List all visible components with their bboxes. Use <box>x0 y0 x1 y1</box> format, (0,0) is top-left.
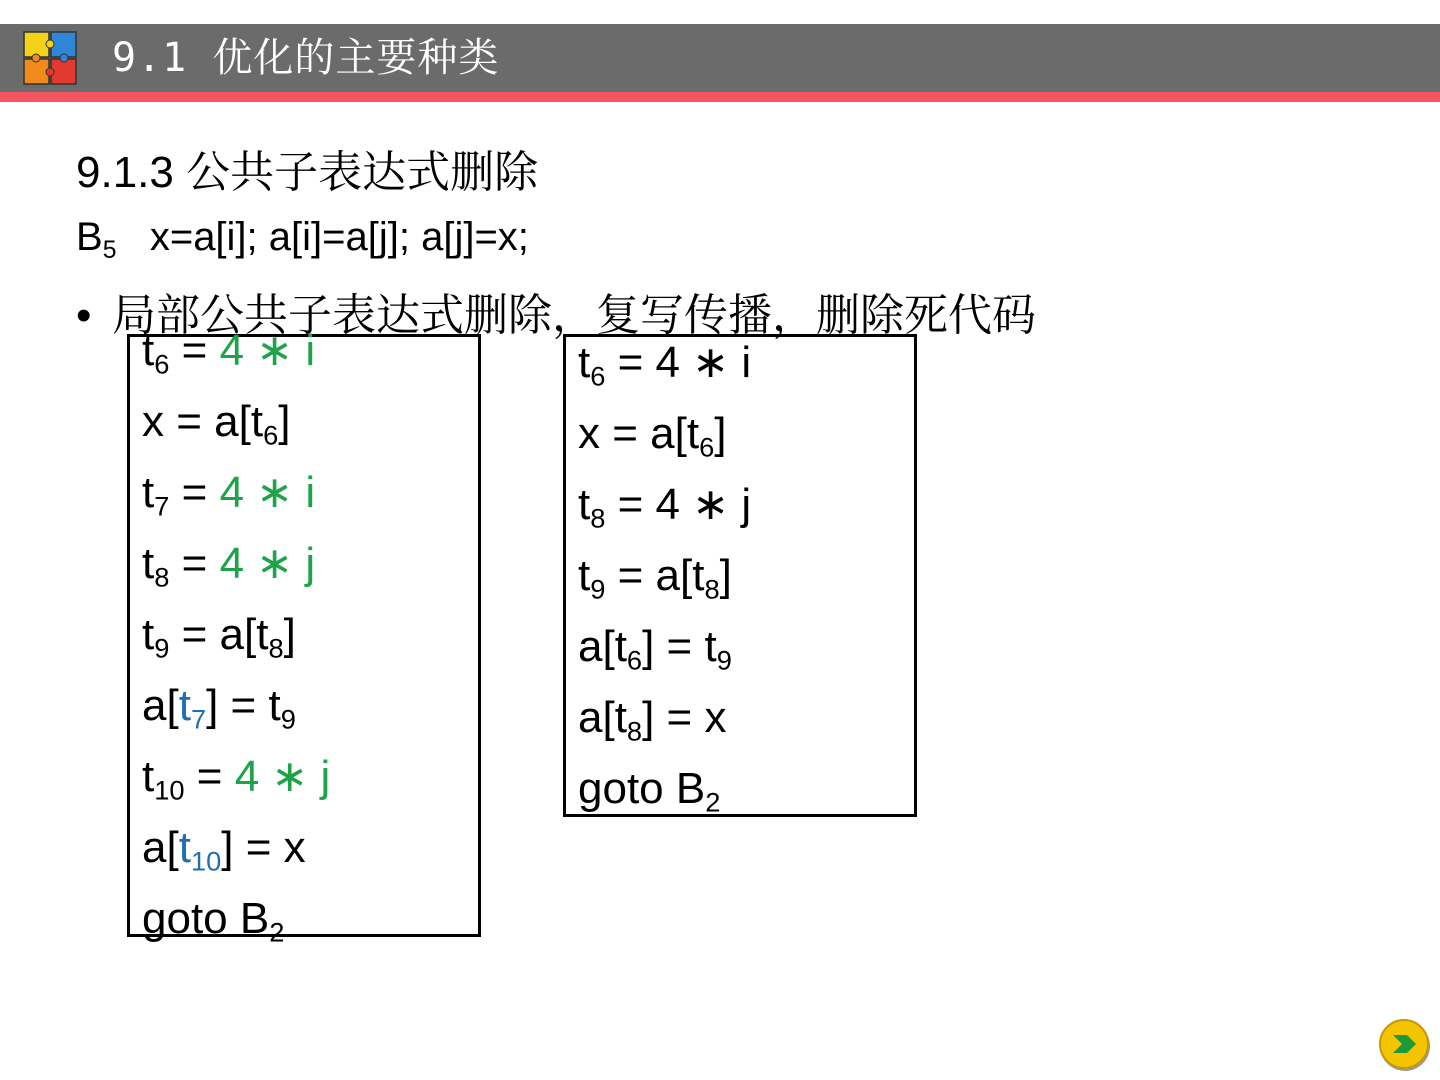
subscript: 8 <box>154 561 170 593</box>
code-statement <box>142 681 296 735</box>
statement-text: = <box>169 539 220 588</box>
subscript: 7 <box>154 490 170 522</box>
section-title: 公共子表达式删除 <box>186 148 539 197</box>
statement-text: ] <box>283 610 296 659</box>
statement-text: = <box>169 468 220 517</box>
statement-text: x = a[t <box>578 409 700 458</box>
statement-text: ] = t <box>206 681 281 730</box>
subscript: 8 <box>704 573 720 605</box>
subscript: 9 <box>280 703 296 735</box>
statement-text: a[t <box>578 693 627 742</box>
slide-title <box>112 34 499 82</box>
statement-text: t <box>578 338 591 387</box>
statement-text: ] = x <box>221 823 306 872</box>
common-subexpression: 4 ∗ i <box>219 468 316 517</box>
statement-text: = a[t <box>605 551 705 600</box>
code-statement <box>578 338 752 392</box>
statement-text: ] = x <box>642 693 727 742</box>
subscript: 7 <box>190 703 207 735</box>
code-statement <box>142 823 306 877</box>
statement-text: = 4 ∗ j <box>605 480 752 529</box>
statement-text: t <box>142 326 155 375</box>
common-subexpression: 4 ∗ j <box>234 752 331 801</box>
statement-text: = 4 ∗ i <box>605 338 752 387</box>
statement-text: t <box>142 539 155 588</box>
statement-text: = <box>184 752 235 801</box>
statement-text: = a[t <box>169 610 269 659</box>
code-statement <box>578 764 721 818</box>
puzzle-logo-icon <box>22 30 78 86</box>
highlight-temp: t <box>178 681 191 730</box>
section-number: 9.1.3 <box>76 148 174 197</box>
subscript: 2 <box>269 916 285 948</box>
statement-text: ] = t <box>642 622 717 671</box>
statement-text: a[t <box>578 622 627 671</box>
subscript: 6 <box>590 360 606 392</box>
subscript: 6 <box>626 644 643 676</box>
bullet-text: 局部公共子表达式删除，复写传播，删除死代码 <box>112 291 1036 340</box>
code-statement <box>142 397 291 451</box>
subscript: 9 <box>154 632 170 664</box>
code-statement <box>142 468 316 522</box>
block-name: B <box>76 215 103 259</box>
subscript: 8 <box>268 632 284 664</box>
subscript: 2 <box>705 786 721 818</box>
code-statement <box>142 610 296 664</box>
subscript: 9 <box>590 573 606 605</box>
statement-text: ] <box>278 397 291 446</box>
common-subexpression: 4 ∗ i <box>219 326 316 375</box>
code-statement <box>578 409 727 463</box>
statement-text: a[ <box>142 681 179 730</box>
slide-title-text: 优化的主要种类 <box>212 35 500 81</box>
subscript: 6 <box>699 431 715 463</box>
block-code-line <box>76 212 529 262</box>
statement-text: ] <box>714 409 727 458</box>
statement-text: t <box>142 468 155 517</box>
subscript: 8 <box>590 502 606 534</box>
statement-text: goto B <box>578 764 706 813</box>
subscript: 10 <box>154 774 185 806</box>
title-stripe <box>0 92 1440 102</box>
statement-text: a[ <box>142 823 179 872</box>
bullet-marker: • <box>76 291 92 340</box>
code-statement <box>578 622 732 676</box>
code-statement <box>142 539 316 593</box>
subscript: 9 <box>716 644 732 676</box>
statement-text: t <box>142 752 155 801</box>
statement-text: goto B <box>142 894 270 943</box>
subscript: 6 <box>154 348 170 380</box>
highlight-temp: t <box>178 823 191 872</box>
block-code: x=a[i]; a[i]=a[j]; a[j]=x; <box>149 215 529 259</box>
subscript: 8 <box>626 715 643 747</box>
slide-title-number: 9.1 <box>112 35 188 81</box>
subscript: 10 <box>190 845 222 877</box>
statement-text: = <box>169 326 220 375</box>
block-subscript: 5 <box>102 236 117 264</box>
code-statement <box>142 752 331 806</box>
common-subexpression: 4 ∗ j <box>219 539 316 588</box>
next-arrow-icon[interactable] <box>1376 1016 1432 1072</box>
code-statement <box>142 894 285 948</box>
section-heading <box>76 146 538 200</box>
statement-text: x = a[t <box>142 397 264 446</box>
statement-text: t <box>578 551 591 600</box>
statement-text: t <box>142 610 155 659</box>
subscript: 6 <box>263 419 279 451</box>
code-statement <box>578 693 727 747</box>
statement-text: ] <box>719 551 732 600</box>
code-statement <box>578 480 752 534</box>
code-statement <box>142 326 316 380</box>
code-statement <box>578 551 732 605</box>
statement-text: t <box>578 480 591 529</box>
